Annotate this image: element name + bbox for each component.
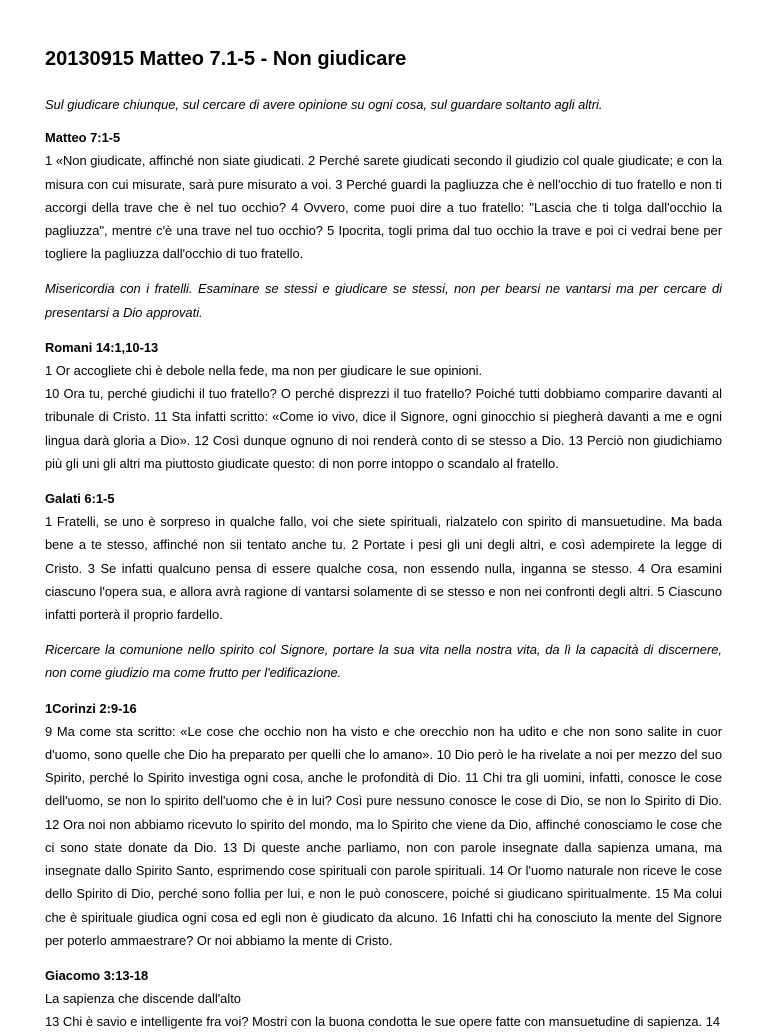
passage-romani (45, 336, 722, 475)
passage-reference: 1Corinzi 2:9-16 (45, 700, 137, 716)
passage-text: 13 Chi è savio e intelligente fra voi? Mostri con la buona condotta le sue opere fatte con mansuetudine di sapienza. 14 (45, 1014, 721, 1030)
passage-subtitle: La sapienza che discende dall'alto (45, 991, 241, 1007)
passage-text: 1 Fratelli, se uno è sorpreso in qualche fallo, voi che siete spirituali, rialzatelo con spirito di mansuetudine. Ma bada bene a te stesso, affinché non sii tentato anche tu. 2 Portate i pesi gli uni degli altri, e così adempirete la legge di Cristo. 3 Se infatti qualcuno pensa di essere qualche cosa, non essendo nulla, inganna se stesso. 4 Ora esamini ciascuno l'opera sua, e allora avrà ragione di vantarsi solamente di se stesso e non nei confronti degli altri. 5 Ciascuno infatti porterà il proprio fardello. (45, 514, 722, 623)
passage-text: 1 «Non giudicate, affinché non siate giudicati. 2 Perché sarete giudicati secondo il giudizio col quale giudicate; e con la misura con cui misurate, sarà pure misurato a voi. 3 Perché guardi la pagliuzza che è nell'occhio di tuo fratello e non ti accorgi della trave che è nel tuo occhio? 4 Ovvero, come puoi dire a tuo fratello: "Lascia che ti tolga dall'occhio la pagliuzza", mentre c'è una trave nel tuo occhio? 5 Ipocrita, togli prima dal tuo occhio la trave e poi ci vedrai bene per togliere la pagliuzza dall'occhio di tuo fratello. (45, 153, 722, 262)
intro-text: Sul giudicare chiunque, sul cercare di avere opinione su ogni cosa, sul guardare soltanto agli altri. (45, 97, 603, 112)
passage-corinzi (45, 697, 722, 952)
passage-reference: Giacomo 3:13-18 (45, 967, 149, 983)
passage-text: 1 Or accogliete chi è debole nella fede, ma non per giudicare le sue opinioni. (45, 363, 483, 379)
commentary-note: Ricercare la comunione nello spirito col Signore, portare la sua vita nella nostra vita, da lì la capacità di discernere, non come giudizio ma come frutto per l'edificazione. (45, 642, 722, 681)
commentary-note: Misericordia con i fratelli. Esaminare se stessi e giudicare se stessi, non per bearsi ne vantarsi ma per cercare di presentarsi a Dio approvati. (45, 281, 722, 320)
passage-reference: Galati 6:1-5 (45, 491, 115, 507)
passage-giacomo (45, 964, 722, 1034)
passage-matteo (45, 126, 722, 265)
passage-text: 9 Ma come sta scritto: «Le cose che occhio non ha visto e che orecchio non ha udito e che non sono salite in cuor d'uomo, sono quelle che Dio ha preparato per quelli che lo amano». 10 Dio però le ha rivelate a noi per mezzo del suo Spirito, perché lo Spirito investiga ogni cosa, anche le profondità di Dio. 11 Chi tra gli uomini, infatti, conosce le cose dell'uomo, se non lo spirito dell'uomo che è in lui? Così pure nessuno conosce le cose di Dio, se non lo Spirito di Dio. 12 Ora noi non abbiamo ricevuto lo spirito del mondo, ma lo Spirito che viene da Dio, affinché conosciamo le cose che ci sono state donate da Dio. 13 Di queste anche parliamo, non con parole insegnate dalla sapienza umana, ma insegnate dallo Spirito Santo, esprimendo cose spirituali con parole spirituali. 14 Or l'uomo naturale non riceve le cose dello Spirito di Dio, perché sono follia per lui, e non le può conoscere, poiché si giudicano spiritualmente. 15 Ma colui che è spirituale giudica ogni cosa ed egli non è giudicato da alcuno. 16 Infatti chi ha conosciuto la mente del Signore per poterlo ammaestrare? Or noi abbiamo la mente di Cristo. (45, 723, 722, 948)
passage-galati (45, 487, 722, 626)
passage-reference: Romani 14:1,10-13 (45, 339, 159, 355)
passage-text: 10 Ora tu, perché giudichi il tuo fratello? O perché disprezzi il tuo fratello? Poiché tutti dobbiamo comparire davanti al tribunale di Cristo. 11 Sta infatti scritto: «Come io vivo, dice il Signore, ogni ginocchio si piegherà davanti a me e ogni lingua darà gloria a Dio». 12 Così dunque ognuno di noi renderà conto di se stesso a Dio. 13 Perciò non giudichiamo più gli uni gli altri ma piuttosto giudicate questo: di non porre intoppo o scandalo al fratello. (45, 386, 722, 471)
passage-reference: Matteo 7:1-5 (45, 130, 121, 146)
page-title: 20130915 Matteo 7.1-5 - Non giudicare (45, 48, 407, 70)
